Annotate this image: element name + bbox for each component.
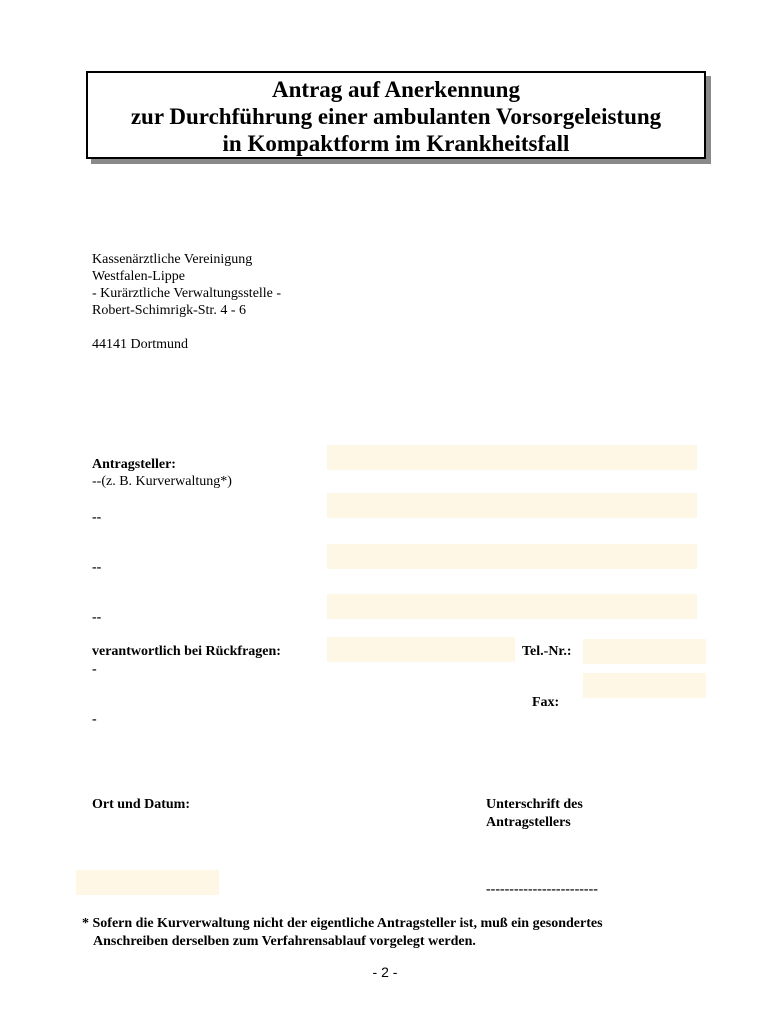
applicant-label: Antragsteller: bbox=[92, 457, 176, 472]
responsible-field[interactable] bbox=[327, 637, 515, 662]
footnote-line-2: Anschreiben derselben zum Verfahrensablauf vorgelegt werden. bbox=[93, 934, 476, 949]
signature-line: ------------------------ bbox=[486, 882, 598, 897]
address-line-3: - Kurärztliche Verwaltungsstelle - bbox=[92, 286, 282, 301]
applicant-example: --(z. B. Kurverwaltung*) bbox=[92, 474, 232, 489]
applicant-field-4[interactable] bbox=[327, 594, 697, 619]
title-line-1: Antrag auf Anerkennung bbox=[272, 76, 520, 102]
fax-label: Fax: bbox=[532, 695, 560, 710]
signature-label-line-1: Unterschrift des bbox=[486, 797, 583, 812]
responsible-dash-a: - bbox=[92, 662, 97, 677]
applicant-dash-3: -- bbox=[92, 610, 102, 625]
footnote bbox=[82, 915, 603, 951]
responsible-label: verantwortlich bei Rückfragen: bbox=[92, 644, 281, 659]
address-line-4: Robert-Schimrigk-Str. 4 - 6 bbox=[92, 303, 246, 318]
tel-field[interactable] bbox=[583, 639, 706, 664]
applicant-dash-2: -- bbox=[92, 560, 102, 575]
applicant-field-3[interactable] bbox=[327, 544, 697, 569]
title-line-2: zur Durchführung einer ambulanten Vorsorgeleistung bbox=[130, 103, 662, 129]
tel-label: Tel.-Nr.: bbox=[522, 644, 572, 659]
responsible-dash-b: - bbox=[92, 712, 97, 727]
title-box bbox=[86, 71, 706, 159]
signature-label-line-2: Antragstellers bbox=[486, 815, 571, 830]
address-line-1: Kassenärztliche Vereinigung bbox=[92, 252, 253, 267]
applicant-field-1[interactable] bbox=[327, 445, 697, 470]
title-line-3: in Kompaktform im Krankheitsfall bbox=[222, 130, 570, 156]
applicant-dash-1: -- bbox=[92, 510, 102, 525]
address-line-2: Westfalen-Lippe bbox=[92, 269, 185, 284]
footnote-line-1: * Sofern die Kurverwaltung nicht der eigentliche Antragsteller ist, muß ein gesondertes bbox=[82, 916, 603, 931]
page-number: - 2 - bbox=[372, 964, 398, 980]
fax-field[interactable] bbox=[583, 673, 706, 698]
address-city: 44141 Dortmund bbox=[92, 337, 189, 352]
place-date-field[interactable] bbox=[76, 870, 219, 895]
applicant-field-2[interactable] bbox=[327, 493, 697, 518]
place-date-label: Ort und Datum: bbox=[92, 797, 191, 812]
